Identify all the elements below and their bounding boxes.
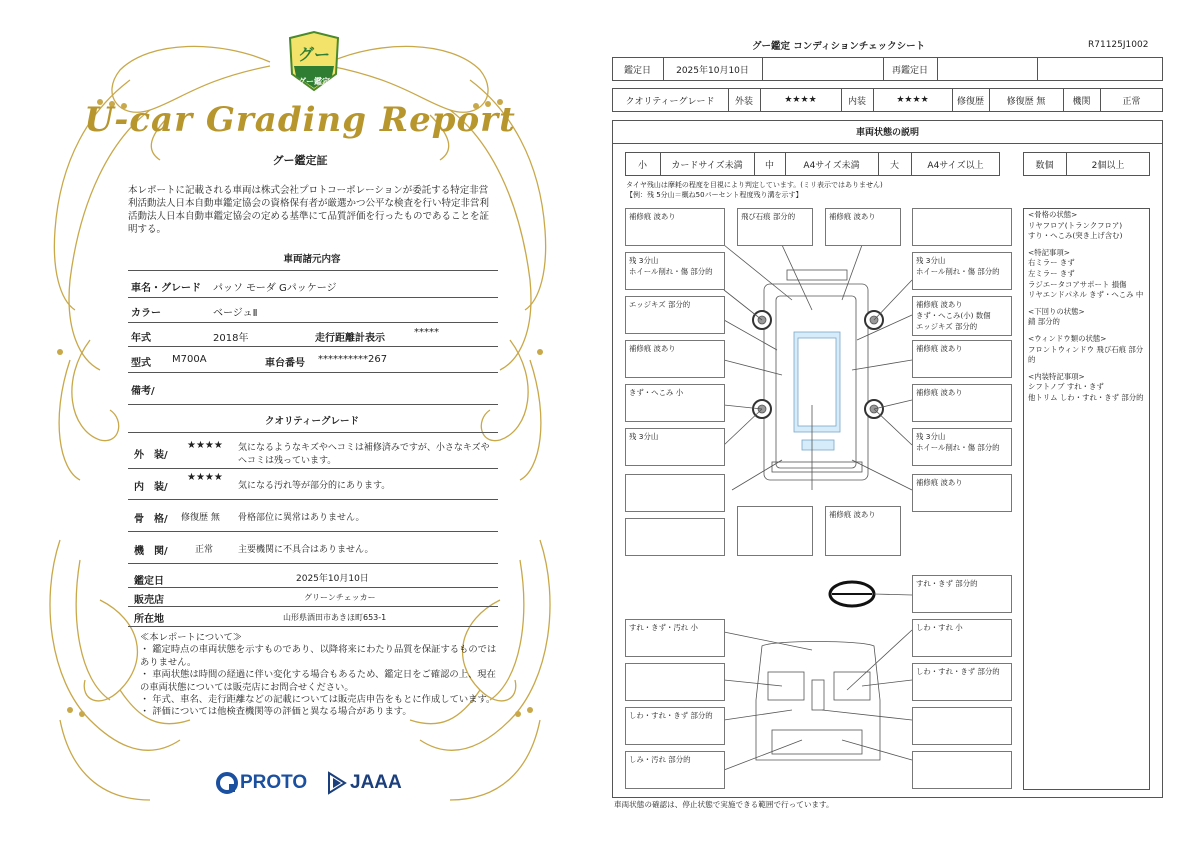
callout-right-front-seat: しわ・すれ 小 [912, 619, 1012, 657]
interior-stars: ★★★★ [187, 472, 223, 483]
interior-comment: 気になる汚れ等が部分的にあります。 [238, 481, 391, 491]
color-value: ベージュⅡ [213, 308, 258, 319]
frame-label: 骨 格/ [134, 514, 168, 525]
special-note-line: 錆 部分的 [1028, 317, 1060, 327]
special-note-line: ラジエータコアサポート 損傷 [1028, 279, 1127, 289]
sheet-date-label: 鑑定日 [623, 65, 651, 76]
callout-rear-bumper: 補修痕 波あり [825, 506, 901, 556]
callout-right-front-door: 補修痕 波あり きず・へこみ(小) 数個 エッジキズ 部分的 [912, 296, 1012, 336]
sheet-ext-label: 外装 [734, 96, 753, 107]
divider [128, 346, 498, 347]
shop-value: グリーンチェッカー [304, 593, 376, 602]
engine-value: 正常 [195, 545, 214, 555]
callout-blank [625, 518, 725, 556]
divider [128, 322, 498, 323]
callout-left-seat: しわ・すれ・きず 部分的 [625, 707, 725, 745]
tire-note: タイヤ残山は摩耗の程度を目視により判定しています。(ミリ表示ではありません) [626, 181, 883, 189]
address-value: 山形県酒田市あきほ町653-1 [283, 613, 387, 622]
special-note-line: <内装特記事項> [1028, 371, 1085, 381]
special-note-line: フロントウィンドウ 飛び石痕 部分的 [1028, 344, 1144, 365]
size-large-label: 大 [889, 160, 899, 171]
specs-section-title: 車両諸元内容 [283, 254, 341, 265]
size-small-label: 小 [637, 160, 647, 171]
divider [128, 563, 498, 564]
callout-right-rear-door: 補修痕 波あり [912, 340, 1012, 378]
divider [128, 606, 498, 607]
callout-blank [625, 474, 725, 512]
proto-logo-icon [216, 772, 238, 794]
sheet-engine-label: 機関 [1072, 96, 1091, 107]
badge-label: グー鑑定 [298, 77, 330, 86]
count-label: 数個 [1035, 160, 1054, 171]
proto-logo-text: PROTO [240, 772, 308, 793]
jaaa-logo-icon [326, 770, 348, 796]
callout-rear-right-tire: 残 3分山 ホイール削れ・傷 部分的 [912, 428, 1012, 466]
callout-rear-right: 補修痕 波あり [912, 474, 1012, 512]
color-label: カラー [131, 308, 161, 319]
special-note-line: <下回りの状態> [1028, 306, 1085, 316]
size-mid-label: 中 [764, 160, 774, 171]
exterior-comment-2: ヘコミは残っています。 [238, 456, 337, 466]
model-value: M700A [172, 354, 207, 365]
exterior-label: 外 装/ [134, 450, 168, 461]
divider [128, 404, 498, 405]
special-note-line: リヤエンドパネル きず・へこみ 中 [1028, 290, 1144, 300]
mileage-label: 走行距離計表示 [315, 333, 385, 344]
note-item: ・ 車両状態は時間の経過に伴い変化する場合もあるため、鑑定日をご確認の上、現在の車両状態については販売店にお問合せください。 [140, 669, 496, 693]
callout-front-left-tire: 残 3分山 ホイール削れ・傷 部分的 [625, 252, 725, 290]
divider [128, 372, 498, 373]
divider [128, 270, 498, 271]
divider [128, 468, 498, 469]
callout-left-rear: きず・へこみ 小 [625, 384, 725, 422]
engine-comment: 主要機関に不具合はありません。 [238, 545, 374, 555]
remarks-label: 備考/ [131, 386, 155, 397]
exterior-stars: ★★★★ [187, 440, 223, 451]
sheet-repair-label: 修復歴 [956, 96, 984, 107]
model-label: 型式 [131, 358, 151, 369]
exterior-comment-1: 気になるようなキズやヘコミは補修済みですが、小さなキズや [238, 443, 490, 453]
count-desc: 2個以上 [1091, 160, 1125, 171]
special-note-line: <ウィンドウ類の状態> [1028, 333, 1107, 343]
frame-value: 修復歴 無 [181, 513, 220, 523]
engine-label: 機 関/ [134, 546, 168, 557]
callout-blank [912, 208, 1012, 246]
sheet-title: グー鑑定 コンディションチェックシート [752, 41, 926, 52]
report-notes [140, 632, 500, 719]
sheet-engine-value: 正常 [1122, 96, 1141, 107]
special-notes-list [1028, 210, 1150, 404]
special-note-line: シフトノブ すれ・きず [1028, 382, 1104, 392]
callout-front-right-tire: 残 3分山 ホイール削れ・傷 部分的 [912, 252, 1012, 290]
appraisal-date-value: 2025年10月10日 [296, 574, 369, 584]
callout-dashboard: すれ・きず・汚れ 小 [625, 619, 725, 657]
chassis-value: **********267 [318, 354, 388, 365]
special-note-line: 他トリム しわ・すれ・きず 部分的 [1028, 392, 1144, 402]
year-label: 年式 [131, 333, 151, 344]
divider [128, 297, 498, 298]
size-large-desc: A4サイズ以上 [927, 160, 984, 171]
jaaa-logo-text: JAAA [350, 772, 402, 793]
certificate-subtitle: グー鑑定証 [272, 154, 328, 167]
divider [128, 626, 498, 627]
callout-blank [912, 751, 1012, 789]
frame-comment: 骨格部位に異常はありません。 [238, 513, 365, 523]
callout-front-left-fender: 補修痕 波あり [625, 208, 725, 246]
callout-rear-left-tire: 残 3分山 [625, 428, 725, 466]
grade-section-title: クオリティーグレード [264, 416, 360, 427]
note-item: ・ 鑑定時点の車両状態を示すものであり、以降将来にわたり品質を保証するものではありません。 [140, 644, 497, 668]
divider [612, 143, 1163, 144]
size-mid-desc: A4サイズ未満 [803, 160, 860, 171]
note-item: ・ 評価については他検査機関等の評価と異なる場合があります。 [140, 706, 412, 718]
size-small-desc: カードサイズ未満 [671, 160, 743, 171]
appraisal-date-label: 鑑定日 [134, 576, 164, 587]
report-title: U-car Grading Report [84, 100, 516, 140]
callout-front-right: 補修痕 波あり [825, 208, 901, 246]
special-note-line: すり・へこみ(突き上げ含む) [1028, 231, 1123, 241]
mileage-value: ***** [414, 327, 439, 338]
year-value: 2018年 [213, 333, 249, 344]
sheet-int-label: 内装 [847, 96, 866, 107]
condition-title: 車両状態の説明 [855, 128, 919, 138]
interior-label: 内 装/ [134, 482, 168, 493]
sheet-code: R71125J1002 [1088, 40, 1149, 50]
sheet-grade-label: クオリティーグレード [625, 96, 715, 107]
sheet-date-value: 2025年10月10日 [676, 65, 749, 76]
callout-rear-seat: しみ・汚れ 部分的 [625, 751, 725, 789]
sheet-ext-stars: ★★★★ [784, 95, 817, 105]
divider [128, 587, 498, 588]
sheet-footer-note: 車両状態の確認は、停止状態で実施できる範囲で行っています。 [614, 800, 834, 809]
special-note-line: 左ミラー きず [1028, 268, 1075, 278]
notes-title: ≪本レポートについて≫ [140, 632, 243, 643]
shop-label: 販売店 [134, 595, 164, 606]
callout-blank [912, 707, 1012, 745]
special-note-line: リヤフロア(トランクフロア) [1028, 220, 1123, 230]
chassis-label: 車台番号 [265, 358, 305, 369]
callout-right-quarter: 補修痕 波あり [912, 384, 1012, 422]
callout-right-seat: しわ・すれ・きず 部分的 [912, 663, 1012, 701]
callout-front-window: 飛び石痕 部分的 [737, 208, 813, 246]
callout-blank [625, 663, 725, 701]
car-name-value: パッソ モーダ Gパッケージ [213, 283, 337, 294]
reappraisal-date-label: 再鑑定日 [891, 65, 928, 76]
callout-left-door: 補修痕 波あり [625, 340, 725, 378]
sheet-repair-value: 修復歴 無 [1006, 96, 1046, 107]
divider [128, 499, 498, 500]
special-note-line: <特記事項> [1028, 247, 1070, 257]
divider [128, 531, 498, 532]
tire-example: 【例：残 5分山＝概ね50パーセント程度残り溝を示す】 [626, 191, 803, 199]
car-name-label: 車名・グレード [131, 283, 201, 294]
svg-text:グー: グー [297, 45, 331, 64]
callout-blank [737, 506, 813, 556]
callout-left-door-edge: エッジキズ 部分的 [625, 296, 725, 334]
special-note-line: <骨格の状態> [1028, 210, 1078, 219]
note-item: ・ 年式、車名、走行距離などの記載については販売店申告をもとに作成しています。 [140, 694, 496, 706]
sheet-int-stars: ★★★★ [896, 95, 929, 105]
callout-steering-wheel: すれ・きず 部分的 [912, 575, 1012, 613]
divider [128, 432, 498, 433]
address-label: 所在地 [134, 614, 164, 625]
certificate-statement: 本レポートに記載される車両は株式会社プロトコーポレーションが委託する特定非営利活動法人日本自動車鑑定協会の資格保有者が厳選かつ公平な検査を行い特定非営利活動法人日本自動車鑑定協会の定める基準にて品質評価を行ったものであることを証明する。 [128, 185, 490, 235]
special-note-line: 右ミラー きず [1028, 258, 1075, 268]
